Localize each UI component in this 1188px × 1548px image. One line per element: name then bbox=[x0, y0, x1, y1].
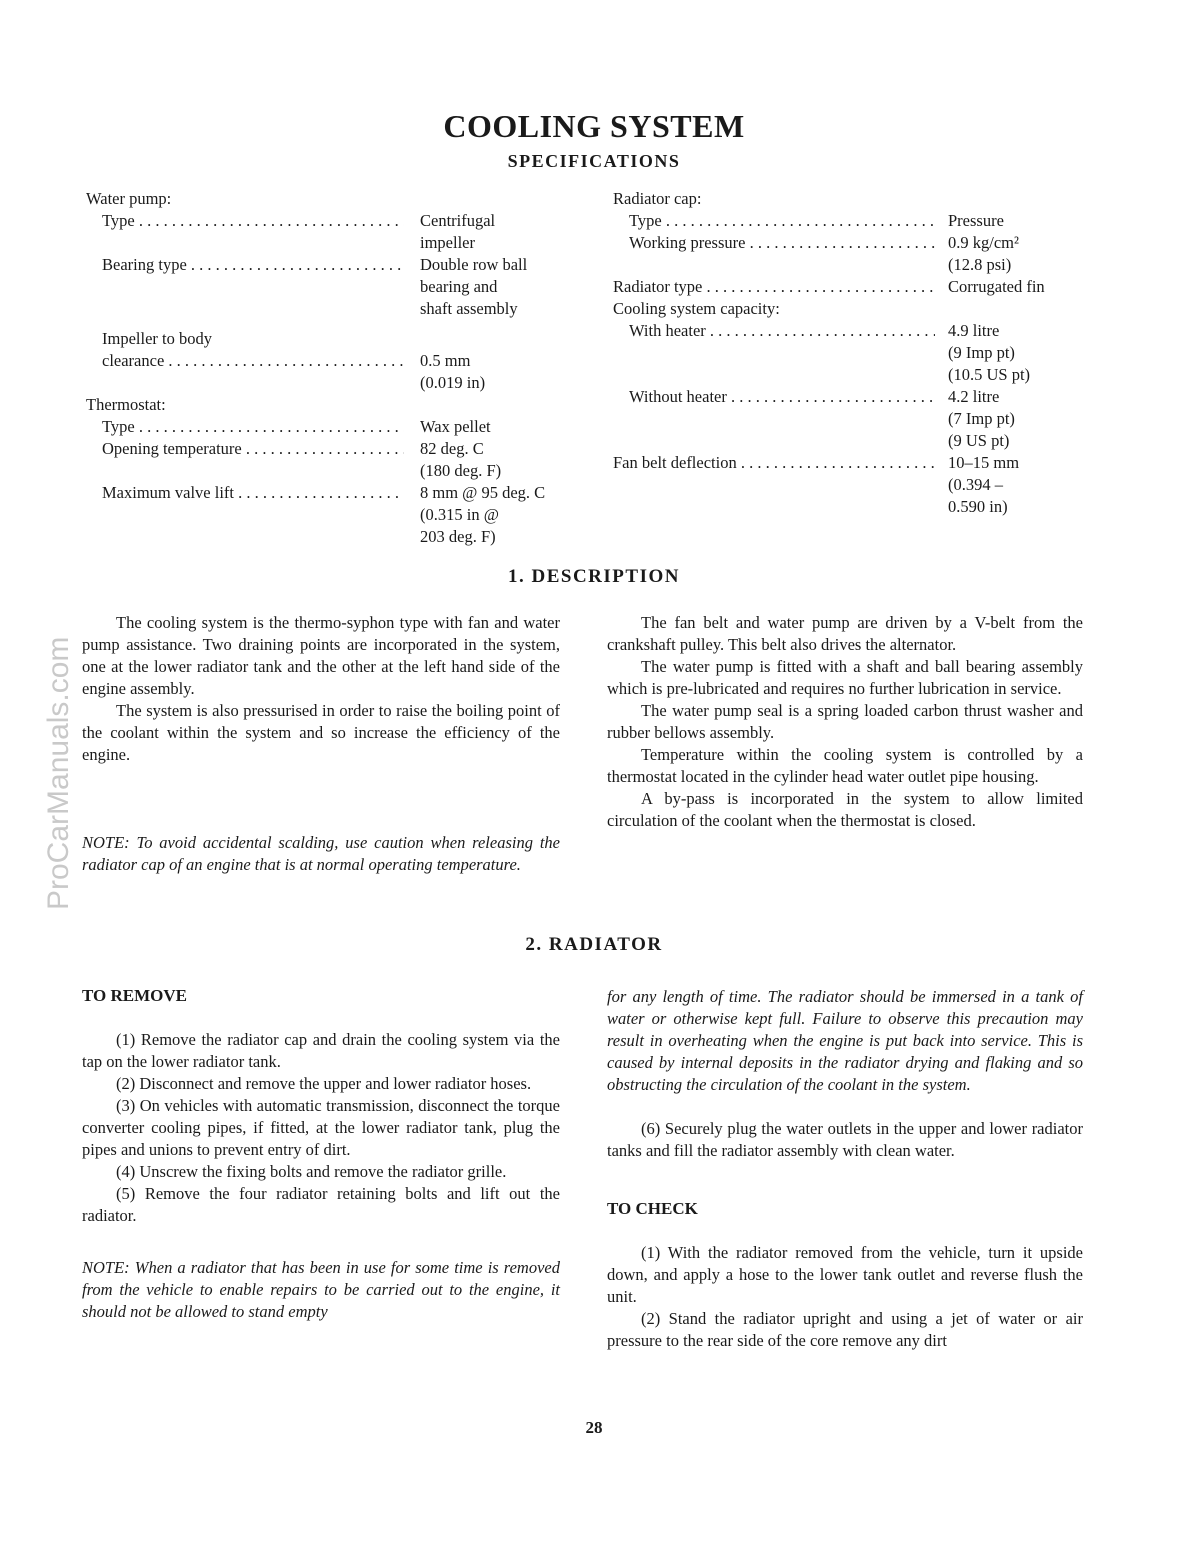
spec-label: Impeller to body bbox=[102, 329, 212, 348]
spec-label: Bearing type . . . bbox=[86, 254, 404, 320]
spec-value: 0.9 kg/cm² (12.8 psi) bbox=[948, 233, 1019, 274]
step: (2) Disconnect and remove the upper and lower radiator hoses. bbox=[116, 1074, 532, 1093]
spec-row bbox=[86, 482, 566, 548]
paragraph: The fan belt and water pump are driven by a V-belt from the crankshaft pulley. This belt also drives the alternator. bbox=[607, 613, 1083, 654]
water-pump-heading: Water pump: bbox=[86, 189, 172, 208]
note-paragraph: NOTE: To avoid accidental scalding, use caution when releasing the radiator cap of an engine that is at normal operating temperature. bbox=[82, 833, 560, 874]
spec-row bbox=[86, 328, 566, 350]
to-remove-heading: TO REMOVE bbox=[82, 986, 188, 1005]
spec-label: Type . . . bbox=[613, 210, 935, 232]
spec-row bbox=[613, 452, 1083, 518]
spec-value: Wax pellet bbox=[420, 417, 491, 436]
note-paragraph: for any length of time. The radiator should be immersed in a tank of water or otherwise kept full. Failure to observe this precaution may result in overheating when the engine is put back into service. This is caused by internal deposits in the radiator drying and flaking and so obstructing the circulation of the coolant in the system. bbox=[607, 987, 1083, 1094]
description-left-column bbox=[82, 612, 560, 876]
step: (6) Securely plug the water outlets in the upper and lower radiator tanks and fill the radiator assembly with clean water. bbox=[607, 1119, 1083, 1160]
watermark bbox=[16, 0, 76, 1548]
step: (3) On vehicles with automatic transmission, disconnect the torque converter cooling pipes, if fitted, at the lower radiator tank, plug the pipes and unions to prevent entry of dirt. bbox=[82, 1096, 560, 1159]
spec-label: Without heater . . . bbox=[613, 386, 935, 452]
spec-row bbox=[86, 416, 566, 438]
paragraph: Temperature within the cooling system is controlled by a thermostat located in the cylinder head water outlet pipe housing. bbox=[607, 745, 1083, 786]
spec-label: Opening temperature . . . bbox=[86, 438, 404, 482]
radiator-right-column bbox=[607, 986, 1083, 1352]
spec-label: Working pressure . . . bbox=[613, 232, 935, 276]
spec-label: Type . . . bbox=[86, 210, 404, 254]
spec-row bbox=[613, 210, 1083, 232]
specs-right bbox=[613, 188, 1083, 518]
spec-value: Corrugated fin bbox=[948, 277, 1045, 296]
spec-value: Pressure bbox=[948, 211, 1004, 230]
radiator-heading: 2. RADIATOR bbox=[525, 934, 663, 955]
spec-value: 82 deg. C (180 deg. F) bbox=[420, 439, 502, 480]
spec-row bbox=[86, 350, 566, 394]
paragraph: A by-pass is incorporated in the system to allow limited circulation of the coolant when the thermostat is closed. bbox=[607, 789, 1083, 830]
spec-row bbox=[613, 320, 1083, 386]
spec-row bbox=[86, 254, 566, 320]
spec-label: Radiator type . . . bbox=[613, 276, 935, 298]
radiator-cap-heading: Radiator cap: bbox=[613, 189, 702, 208]
spec-value: 0.5 mm (0.019 in) bbox=[420, 351, 486, 392]
step: (2) Stand the radiator upright and using a jet of water or air pressure to the rear side of the core remove any dirt bbox=[607, 1309, 1083, 1350]
spec-label: Maximum valve lift . . . bbox=[86, 482, 404, 548]
spec-value: 4.2 litre (7 Imp pt) (9 US pt) bbox=[948, 387, 1015, 450]
step: (5) Remove the four radiator retaining bolts and lift out the radiator. bbox=[82, 1184, 560, 1225]
spec-label: Fan belt deflection . . . bbox=[613, 452, 935, 518]
watermark-text: ProCarManuals.com bbox=[42, 636, 75, 910]
spec-row bbox=[613, 276, 1083, 298]
spec-value: 4.9 litre (9 Imp pt) (10.5 US pt) bbox=[948, 321, 1031, 384]
step: (1) With the radiator removed from the vehicle, turn it upside down, and apply a hose to the lower tank outlet and reverse flush the unit. bbox=[607, 1243, 1083, 1306]
specifications-heading: SPECIFICATIONS bbox=[507, 151, 681, 171]
step: (4) Unscrew the fixing bolts and remove the radiator grille. bbox=[116, 1162, 507, 1181]
spec-value: 10–15 mm (0.394 – 0.590 in) bbox=[948, 453, 1020, 516]
step: (1) Remove the radiator cap and drain the cooling system via the tap on the lower radiator tank. bbox=[82, 1030, 560, 1071]
paragraph: The cooling system is the thermo-syphon type with fan and water pump assistance. Two draining points are incorporated in the system, one at the lower radiator tank and the other at the left hand side of the engine assembly. bbox=[82, 613, 560, 698]
description-heading: 1. DESCRIPTION bbox=[508, 566, 680, 587]
spec-row bbox=[613, 232, 1083, 276]
page-number: 28 bbox=[585, 1418, 603, 1437]
paragraph: The water pump seal is a spring loaded carbon thrust washer and rubber bellows assembly. bbox=[607, 701, 1083, 742]
page-title: COOLING SYSTEM bbox=[443, 108, 745, 144]
spec-row bbox=[613, 386, 1083, 452]
note-paragraph: NOTE: When a radiator that has been in use for some time is removed from the vehicle to enable repairs to be carried out to the engine, it should not be allowed to stand empty bbox=[82, 1258, 560, 1321]
spec-value: Centrifugal impeller bbox=[420, 211, 496, 252]
description-right-column bbox=[607, 612, 1083, 832]
specs-left bbox=[86, 188, 566, 548]
spec-value: Double row ball bearing and shaft assembly bbox=[420, 255, 528, 318]
capacity-heading: Cooling system capacity: bbox=[613, 299, 780, 318]
paragraph: The system is also pressurised in order to raise the boiling point of the coolant within the system and so increase the efficiency of the engine. bbox=[82, 701, 560, 764]
spec-row bbox=[86, 210, 566, 254]
spec-value: 8 mm @ 95 deg. C (0.315 in @ 203 deg. F) bbox=[420, 483, 546, 546]
spec-label: Type . . . bbox=[86, 416, 404, 438]
spec-row bbox=[86, 438, 566, 482]
thermostat-heading: Thermostat: bbox=[86, 395, 166, 414]
spec-label: clearance . . . bbox=[86, 350, 404, 394]
spec-label: With heater . . . bbox=[613, 320, 935, 386]
paragraph: The water pump is fitted with a shaft and ball bearing assembly which is pre-lubricated and requires no further lubrication in service. bbox=[607, 657, 1083, 698]
to-check-heading: TO CHECK bbox=[607, 1199, 698, 1218]
radiator-left-column bbox=[82, 985, 560, 1323]
